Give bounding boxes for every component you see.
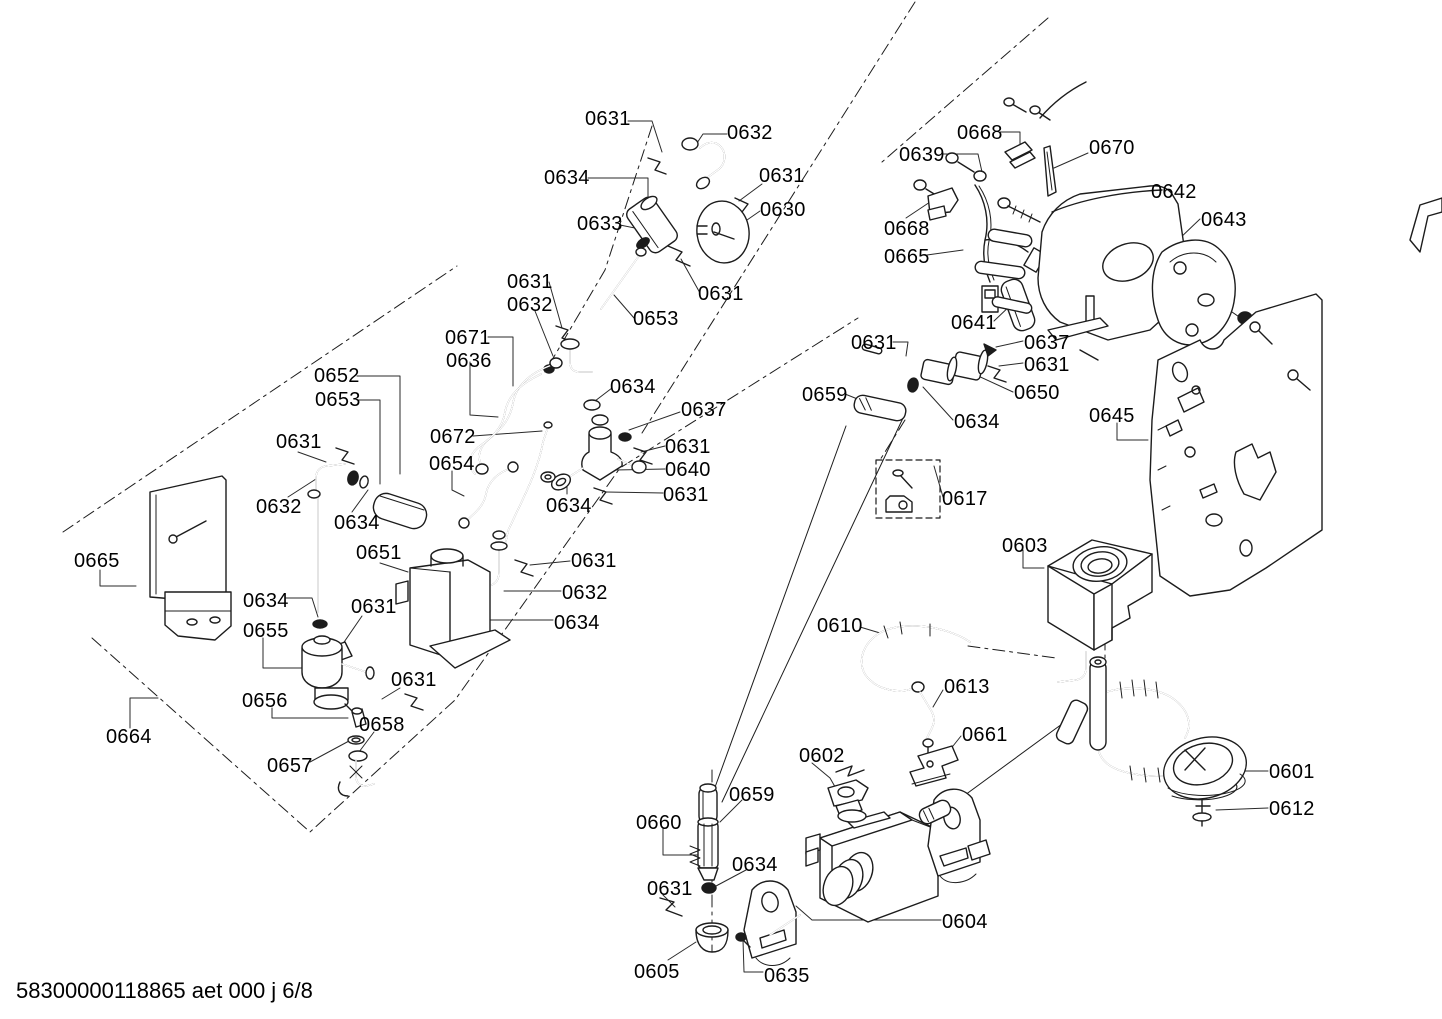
document-code: 58300000118865 aet 000 j 6/8 [16,978,313,1003]
part-label: 0631 [585,108,631,130]
part-label: 0660 [636,812,682,834]
part-label: 0634 [954,411,1000,433]
part-label: 0657 [267,755,313,777]
part-label: 0631 [663,484,709,506]
part-label: 0636 [446,350,492,372]
part-label: 0632 [507,294,553,316]
part-label: 0659 [729,784,775,806]
part-label: 0641 [951,312,997,334]
part-label: 0670 [1089,137,1135,159]
part-label: 0634 [544,167,590,189]
part-label: 0631 [1024,354,1070,376]
part-label: 0665 [884,246,930,268]
part-label: 0633 [577,213,623,235]
part-label: 0661 [962,724,1008,746]
part-label: 0640 [665,459,711,481]
part-label: 0668 [884,218,930,240]
part-label: 0653 [315,389,361,411]
part-label: 0653 [633,308,679,330]
part-label: 0645 [1089,405,1135,427]
part-label: 0631 [851,332,897,354]
part-label: 0631 [647,878,693,900]
part-label: 0659 [802,384,848,406]
part-label: 0655 [243,620,289,642]
part-label: 0601 [1269,761,1315,783]
part-label: 0650 [1014,382,1060,404]
part-label: 0639 [899,144,945,166]
part-label: 0617 [942,488,988,510]
part-label: 0631 [351,596,397,618]
part-label: 0634 [243,590,289,612]
part-label: 0643 [1201,209,1247,231]
part-label: 0664 [106,726,152,748]
part-label: 0632 [727,122,773,144]
part-label: 0637 [681,399,727,421]
part-label: 0635 [764,965,810,987]
part-label: 0631 [507,271,553,293]
part-label: 0613 [944,676,990,698]
part-label: 0637 [1024,332,1070,354]
part-label: 0630 [760,199,806,221]
part-label: 0631 [571,550,617,572]
part-label: 0658 [359,714,405,736]
part-label: 0634 [732,854,778,876]
part-label: 0605 [634,961,680,983]
part-label: 0652 [314,365,360,387]
part-label: 0632 [562,582,608,604]
part-label: 0634 [546,495,592,517]
part-label: 0668 [957,122,1003,144]
part-label: 0631 [665,436,711,458]
part-label: 0656 [242,690,288,712]
part-label: 0634 [610,376,656,398]
part-label: 0631 [276,431,322,453]
part-label: 0610 [817,615,863,637]
part-label: 0642 [1151,181,1197,203]
part-label: 0665 [74,550,120,572]
part-label: 0612 [1269,798,1315,820]
part-label: 0631 [759,165,805,187]
part-label: 0671 [445,327,491,349]
part-label: 0672 [430,426,476,448]
part-label: 0634 [334,512,380,534]
part-label: 0632 [256,496,302,518]
part-label: 0603 [1002,535,1048,557]
part-label: 0604 [942,911,988,933]
part-label: 0654 [429,453,475,475]
part-label: 0631 [698,283,744,305]
part-label: 0634 [554,612,600,634]
part-label: 0602 [799,745,845,767]
part-label: 0631 [391,669,437,691]
part-label: 0651 [356,542,402,564]
